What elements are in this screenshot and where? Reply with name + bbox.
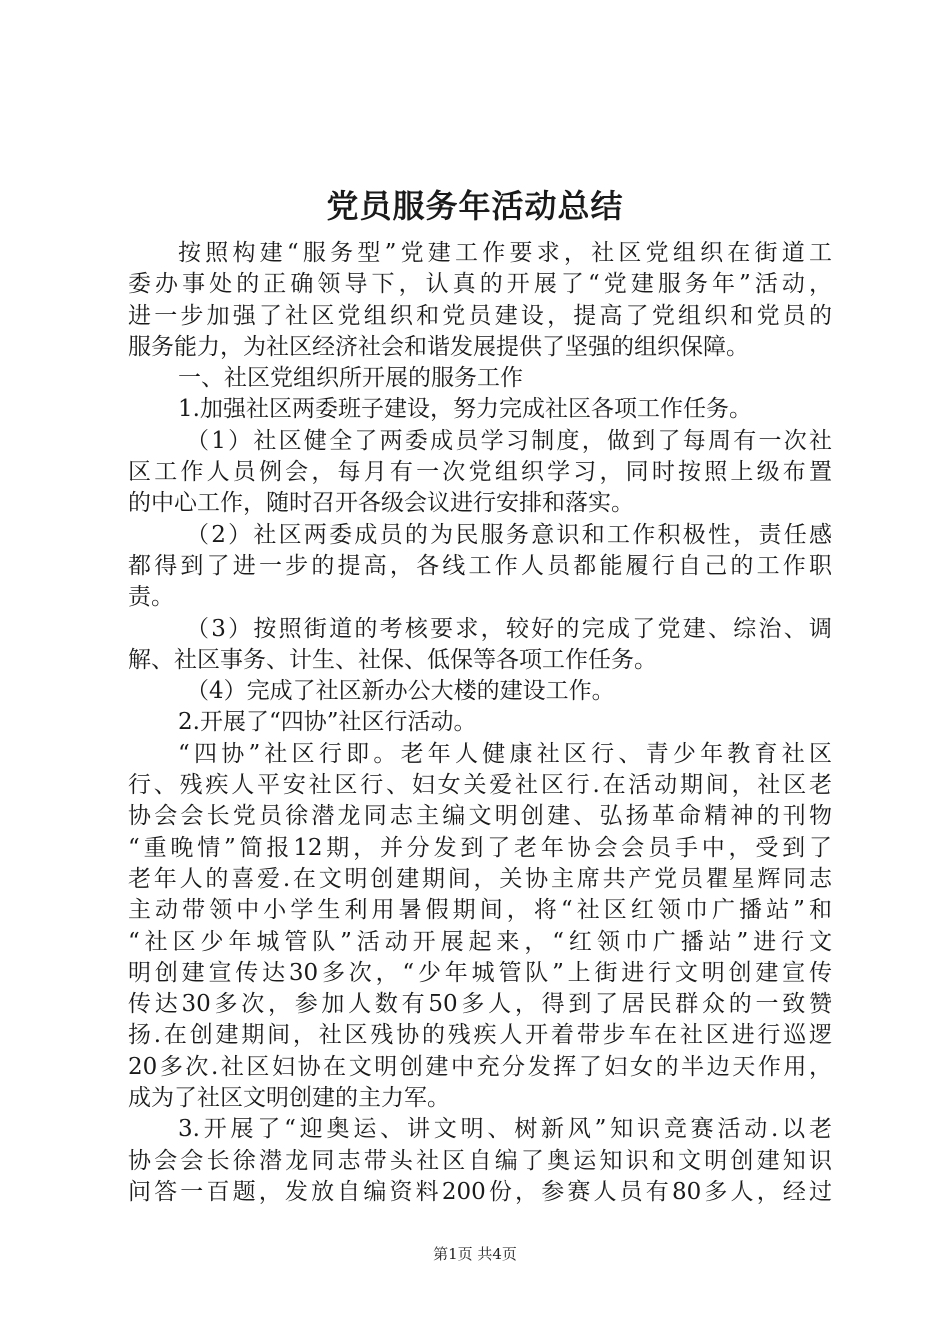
body-line: （4）完成了社区新办公大楼的建设工作。	[186, 678, 615, 705]
body-line: 区工作人员例会，每月有一次党组织学习，同时按照上级布置	[128, 459, 832, 486]
body-line: “四协”社区行即。老年人健康社区行、青少年教育社区	[178, 740, 832, 767]
body-line: （1）社区健全了两委成员学习制度，做到了每周有一次社	[186, 427, 832, 454]
body-line: 成为了社区文明创建的主力军。	[128, 1085, 450, 1112]
body-line: 的中心工作，随时召开各级会议进行安排和落实。	[128, 490, 634, 517]
body-line: 协会会长党员徐潜龙同志主编文明创建、弘扬革命精神的刊物	[128, 803, 832, 830]
body-line: 老年人的喜爱.在文明创建期间，关协主席共产党员瞿星辉同志	[128, 865, 832, 892]
body-line: 1.加强社区两委班子建设，努力完成社区各项工作任务。	[178, 396, 752, 423]
body-line: 明创建宣传达30多次，“少年城管队”上街进行文明创建宣传	[128, 959, 832, 986]
body-line: 解、社区事务、计生、社保、低保等各项工作任务。	[128, 646, 657, 673]
body-line: 都得到了进一步的提高，各线工作人员都能履行自己的工作职	[128, 552, 832, 579]
body-line: 2.开展了“四协”社区行活动。	[178, 709, 477, 736]
body-line: （3）按照街道的考核要求，较好的完成了党建、综治、调	[186, 615, 832, 642]
body-line: 问答一百题，发放自编资料200份，参赛人员有80多人，经过	[128, 1178, 832, 1205]
page-footer: 第1页 共4页	[433, 1245, 517, 1263]
body-line: 传达30多次，参加人数有50多人，得到了居民群众的一致赞	[128, 991, 832, 1018]
body-line: 扬.在创建期间，社区残协的残疾人开着带步车在社区进行巡逻	[128, 1022, 832, 1049]
body-line: 责。	[128, 584, 174, 611]
body-line: 一、社区党组织所开展的服务工作	[178, 365, 523, 392]
body-line: 进一步加强了社区党组织和党员建设，提高了党组织和党员的	[128, 302, 832, 329]
document-body	[128, 238, 832, 1208]
body-line: 按照构建“服务型”党建工作要求，社区党组织在街道工	[178, 240, 832, 266]
body-line: 主动带领中小学生利用暑假期间，将“社区红领巾广播站”和	[128, 897, 832, 924]
body-line: 协会会长徐潜龙同志带头社区自编了奥运知识和文明创建知识	[128, 1147, 832, 1174]
body-line: 20多次.社区妇协在文明创建中充分发挥了妇女的半边天作用，	[128, 1053, 832, 1080]
body-line: 服务能力，为社区经济社会和谐发展提供了坚强的组织保障。	[128, 333, 749, 360]
body-line: 行、残疾人平安社区行、妇女关爱社区行.在活动期间，社区老	[128, 772, 832, 799]
body-line: 委办事处的正确领导下，认真的开展了“党建服务年”活动，	[128, 271, 832, 298]
body-line: “重晚情”简报12期，并分发到了老年协会会员手中，受到了	[128, 834, 832, 861]
body-line: （2）社区两委成员的为民服务意识和工作积极性，责任感	[186, 521, 832, 548]
body-line: “社区少年城管队”活动开展起来，“红领巾广播站”进行文	[128, 928, 832, 955]
document-title: 党员服务年活动总结	[326, 187, 624, 225]
body-line: 3.开展了“迎奥运、讲文明、树新风”知识竞赛活动.以老	[178, 1116, 832, 1143]
